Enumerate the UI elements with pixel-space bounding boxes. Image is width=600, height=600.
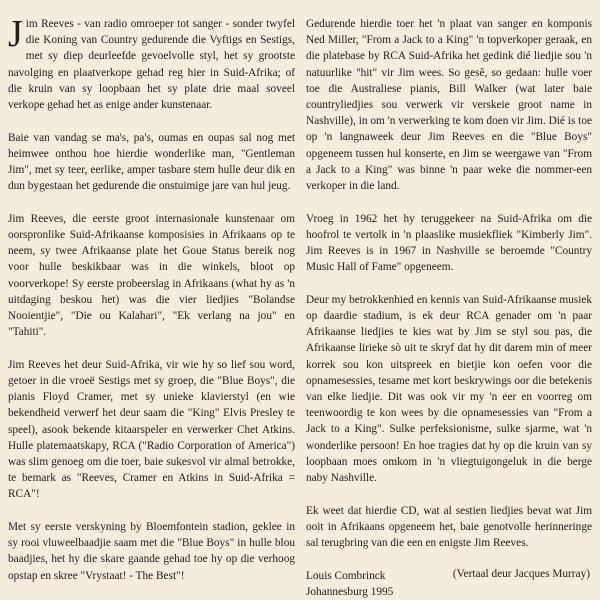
right-column <box>306 16 592 600</box>
translator-note: (Vertaal deur Jacques Murray) <box>452 568 590 580</box>
paragraph-7: Vroeg in 1962 het hy teruggekeer na Suid-Afrika om die hoofrol te vertolk in 'n plaaslike musiekfliek "Kimberly Jim". Jim Reeves is in 1967 in Nashville se beroemde "Country Music Hall of Fame" opgeneem. <box>306 212 592 274</box>
paragraph-8: Deur my betrokkenhied en kennis van Suid-Afrikaanse musiek op daardie stadium, is ek deur RCA genader om 'n paar Afrikaanse liedjies te kies wat by Jim se styl sou pas, die Afrikaanse lirieke sò uit te skryf dat hy dit darem min of meer korrek sou kon uitspreek en bietjie kon oefen voor die opnamesessies, tesame met kort beskrywings oor die betekenis van elke liedjie. Dit was ook vir my 'n eer en voorreg om teenwoordig te kon wees by die opnamesessies van "From a Jack to a King". Sulke perfeksionisme, sulke sjarme, wat 'n wonderlike persoon! En hoe tragies dat hy op die kruin van sy loopbaan moes omkom in 'n vliegtuigongeluk in die berge naby Nashville. <box>306 293 592 485</box>
signature-name: Louis Combrinck <box>306 569 386 582</box>
paragraph-4: Jim Reeves het deur Suid-Afrika, vir wie hy so lief sou word, getoer in die vroeë Sestigs met sy groep, die "Blue Boys", die pianis Floyd Cramer, met sy unieke klavierstyl (en wie bekendheid verwerf het deur saam die "King" Elvis Presley te speel), asook bekende kitaarspeler en verwerker Chet Atkins. Hulle platemaatskapy, RCA ("Radio Corporation of America") was slim genoeg om die toer, baie sukesvol vir almal betrokke, te bemark as "Reeves, Cramer en Atkins in Suid-Afrika = RCA"! <box>8 358 295 501</box>
signature-place: Johannesburg 1995 <box>306 585 394 598</box>
paragraph-6: Gedurende hierdie toer het 'n plaat van sanger en komponis Ned Miller, "From a Jack to a King" 'n topverkoper geraak, en die platebase by RCA Suid-Afrika het gedink dié liedjie sou 'n natuurlike "hit" vir Jim wees. So gesê, so gedaan: hulle voer toe die Australiese pianis, Bill Walker (wat later baie countryliedjies sou verwerk vir verskeie groot name in Nashville), in om 'n verwerking te kom doen vir Jim. Dié is toe op 'n langnaweek deur Jim Reeves en die "Blue Boys" opgeneem tussen hul konserte, en Jim se weergawe van "From a Jack to a King" was binne 'n paar weke die nommer-een verkoper in die land. <box>306 18 592 193</box>
paragraph-9: Ek weet dat hierdie CD, wat al sestien liedjies bevat wat Jim ooit in Afrikaans opgeneem het, baie genotvolle herinneringe sal terugbring van die een en enigste Jim Reeves. <box>306 504 592 550</box>
paragraph-5: Met sy eerste verskyning by Bloemfontein stadion, geklee in sy rooi vluweelbaadjie saam met die "Blue Boys" in hulle blou baadjies, het hy die skare gaande gehad toe hy op die verhoog opstap en skree "Vrystaat! - The Best"! <box>8 521 295 582</box>
left-column <box>8 13 295 600</box>
paragraph-intro <box>8 13 295 113</box>
paragraph-intro-text: im Reeves - van radio omroeper tot sanger - sonder twyfel die Koning van Country gedurende die Vyftigs en Sestigs, met sy diep deurleefde gevoelvolle styl, het sy grootste navolging en plaatverkope gehad reg hier in Suid-Afrika; of die kruin van sy loopbaan het sy plate drie maal soveel verkope gehad het as enige ander kunstenaar. <box>8 18 295 112</box>
paragraph-2: Baie van vandag se ma's, pa's, oumas en oupas sal nog met heimwee onthou hoe hierdie wonderlike man, "Gentleman Jim", met sy teer, eerlike, amper tasbare stem hulle deur dik en dun bygestaan het gedurende die onstuimige jare van hul jeug. <box>8 131 295 193</box>
drop-cap: J <box>8 13 23 55</box>
paragraph-3: Jim Reeves, die eerste groot internasionale kunstenaar om oorspronlike Suid-Afrikaanse komposisies in Afrikaans op te neem, sy twee Afrikaanse plate het Goue Status bereik nog voor hulle beskikbaar was in die winkels, bloot op voorverkope! Sy eerste probeerslag in Afrikaans (what hy as 'n uitdaging beskou het) was die vier liedjies "Bolandse Nooientjie", "Die ou Kalahari", "Ek verlang na jou" en "Tahiti". <box>8 212 295 339</box>
